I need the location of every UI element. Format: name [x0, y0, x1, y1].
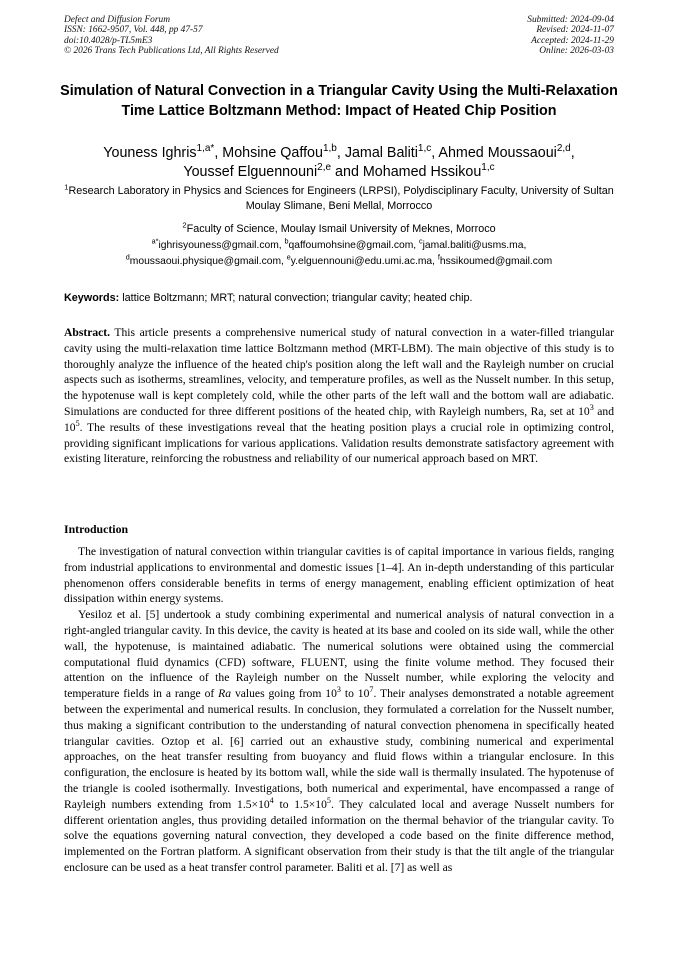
- abstract: [64, 325, 614, 467]
- journal-issn: ISSN: 1662-9507, Vol. 448, pp 47-57: [64, 25, 203, 36]
- email-link[interactable]: $^b$qaffoumohsine@gmail.com: [284, 236, 414, 251]
- email-link[interactable]: $^e$y.elguennouni@edu.umi.ac.ma: [286, 252, 433, 267]
- intro-paragraph-1: The investigation of natural convection within triangular cavities is of capital importance in various fields, ranging from industrial applications to environmental and domestic issues [1–4]. An in-depth understanding of this particular phenomenon offers considerable benefits in terms of energy management, enabling efficient optimization of heat dissipation within energy systems.: [64, 545, 614, 606]
- author: Youness Ighris$^{1,a*}$,: [103, 143, 223, 161]
- email-link[interactable]: $^f$hssikoumed@gmail.com: [437, 252, 553, 267]
- introduction-body: [64, 544, 614, 876]
- section-heading-introduction: Introduction: [64, 522, 129, 536]
- keywords: [64, 291, 624, 306]
- journal-doi: doi:10.4028/p-TL5mE3: [64, 35, 153, 46]
- author: Mohsine Qaffou$^{1,b}$,: [222, 143, 345, 161]
- abstract-label: Abstract.: [64, 326, 111, 339]
- revised-date: Revised: 2024-11-07: [536, 25, 614, 36]
- keywords-label: Keywords:: [64, 292, 120, 304]
- keywords-text: lattice Boltzmann; MRT; natural convection; triangular cavity; heated chip.: [122, 292, 473, 304]
- submitted-date: Submitted: 2024-09-04: [527, 15, 614, 25]
- abstract-paragraph: Abstract. This article presents a comprehensive numerical study of natural convection in a water-filled triangular cavity using the multi-relaxation time lattice Boltzmann method (MRT-LBM). The main objective of this study is to thoroughly analyze the influence of the heated chip's position along the left wall and the Rayleigh number on crucial aspects such as isotherms, streamlines, velocity, and temperature profiles, as well as the Nusselt number. In this setup, the hypotenuse wall is kept completely cold, while the other parts of the left wall and the bottom wall are adiabatic. Simulations are conducted for three different positions of the heated chip, with Rayleigh numbers, Ra, set at $10^3$ and $10^5$. The results of these investigations reveal that the heating position plays a crucial role in optimizing control, providing significant implications for various applications. Validation results demonstrate satisfactory agreement with existing literature, reinforcing the robustness and reliability of our numerical approach based on MRT.: [64, 326, 614, 466]
- author: Youssef Elguennouni$^{2,e}$ and: [183, 161, 363, 180]
- author: Ahmed Moussaoui$^{2,d}$,: [438, 143, 575, 161]
- affiliation-2: $^2$Faculty of Science, Moulay Ismail University of Meknes, Morroco: [182, 220, 496, 235]
- publication-dates: [527, 15, 614, 56]
- author: Mohamed Hssikou$^{1,c}$: [362, 161, 495, 180]
- accepted-date: Accepted: 2024-11-29: [531, 35, 614, 46]
- email-list: $^{a*}$ighrisyouness@gmail.com, $^b$qaffoumohsine@gmail.com, $^c$jamal.baliti@usms.ma, $^d$moussaoui.physique@gmail.com, $^e$y.elguennouni@edu.umi.ac.ma, $^f$hssikoumed@gmail.com: [125, 236, 553, 267]
- online-date: Online: 2026-03-03: [539, 45, 614, 56]
- paper-title: Simulation of Natural Convection in a Triangular Cavity Using the Multi-Relaxation Time Lattice Boltzmann Method: Impact of Heated Chip Position: [60, 83, 618, 119]
- affiliation-1: $^1$Research Laboratory in Physics and Sciences for Engineers (LRPSI), Polydisciplinary Faculty, University of Sultan Moulay Slimane, Beni Mellal, Morrocco: [64, 182, 614, 212]
- journal-info: [64, 15, 279, 56]
- email-link[interactable]: $^c$jamal.baliti@usms.ma: [419, 236, 524, 251]
- author: Jamal Baliti$^{1,c}$,: [344, 143, 439, 161]
- intro-paragraph-2: Yesiloz et al. [5] undertook a study combining experimental and numerical analysis of natural convection in a right-angled triangular cavity. In this device, the cavity is heated at its base and cooled on its side wall, while the other wall, the hypotenuse, is maintained adiabatic. The numerical solutions were obtained using the commercial computational fluid dynamics (CFD) software, FLUENT, using the finite volume method. They focused their attention on the influence of the Rayleigh number on the Nusselt number, while exploring the velocity and temperature fields in a range of Ra values going from $10^3$ to $10^7$. Their analyses demonstrated a notable agreement between the experimental and numerical results. In conclusion, they formulated a correlation for the Nusselt number, thus making a significant contribution to the understanding of natural convection phenomena in specifically heated triangular cavities. Oztop et al. [6] carried out an exhaustive study, combining numerical and experimental approaches, on the heat transfer resulting from buoyancy and fluid flows within a triangular enclosure. In this configuration, the enclosure is heated by its bottom wall, while the side wall is thermally insulated. The hypotenuse of the triangle is cooled isothermally. Investigations, both numerical and experimental, have encompassed a range of Rayleigh numbers extending from $1.5\times 10^4$ to $1.5\times 10^5$. They calculated local and average Nusselt numbers for different orientation angles, thus providing detailed information on the thermal behavior of the triangular cavity. To solve the equations governing natural convection, they developed a code based on the finite difference method, implemented on the Fortran platform. A significant observation from their study is that the tilt angle of the triangular enclosure can be used as a heat transfer control parameter. Baliti et al. [7] as well as: [64, 608, 614, 874]
- author-list: [50, 144, 628, 181]
- email-link[interactable]: $^d$moussaoui.physique@gmail.com: [125, 252, 282, 267]
- journal-name: Defect and Diffusion Forum: [64, 15, 170, 25]
- email-link[interactable]: $^{a*}$ighrisyouness@gmail.com: [151, 236, 279, 251]
- copyright: © 2026 Trans Tech Publications Ltd, All Rights Reserved: [64, 45, 279, 56]
